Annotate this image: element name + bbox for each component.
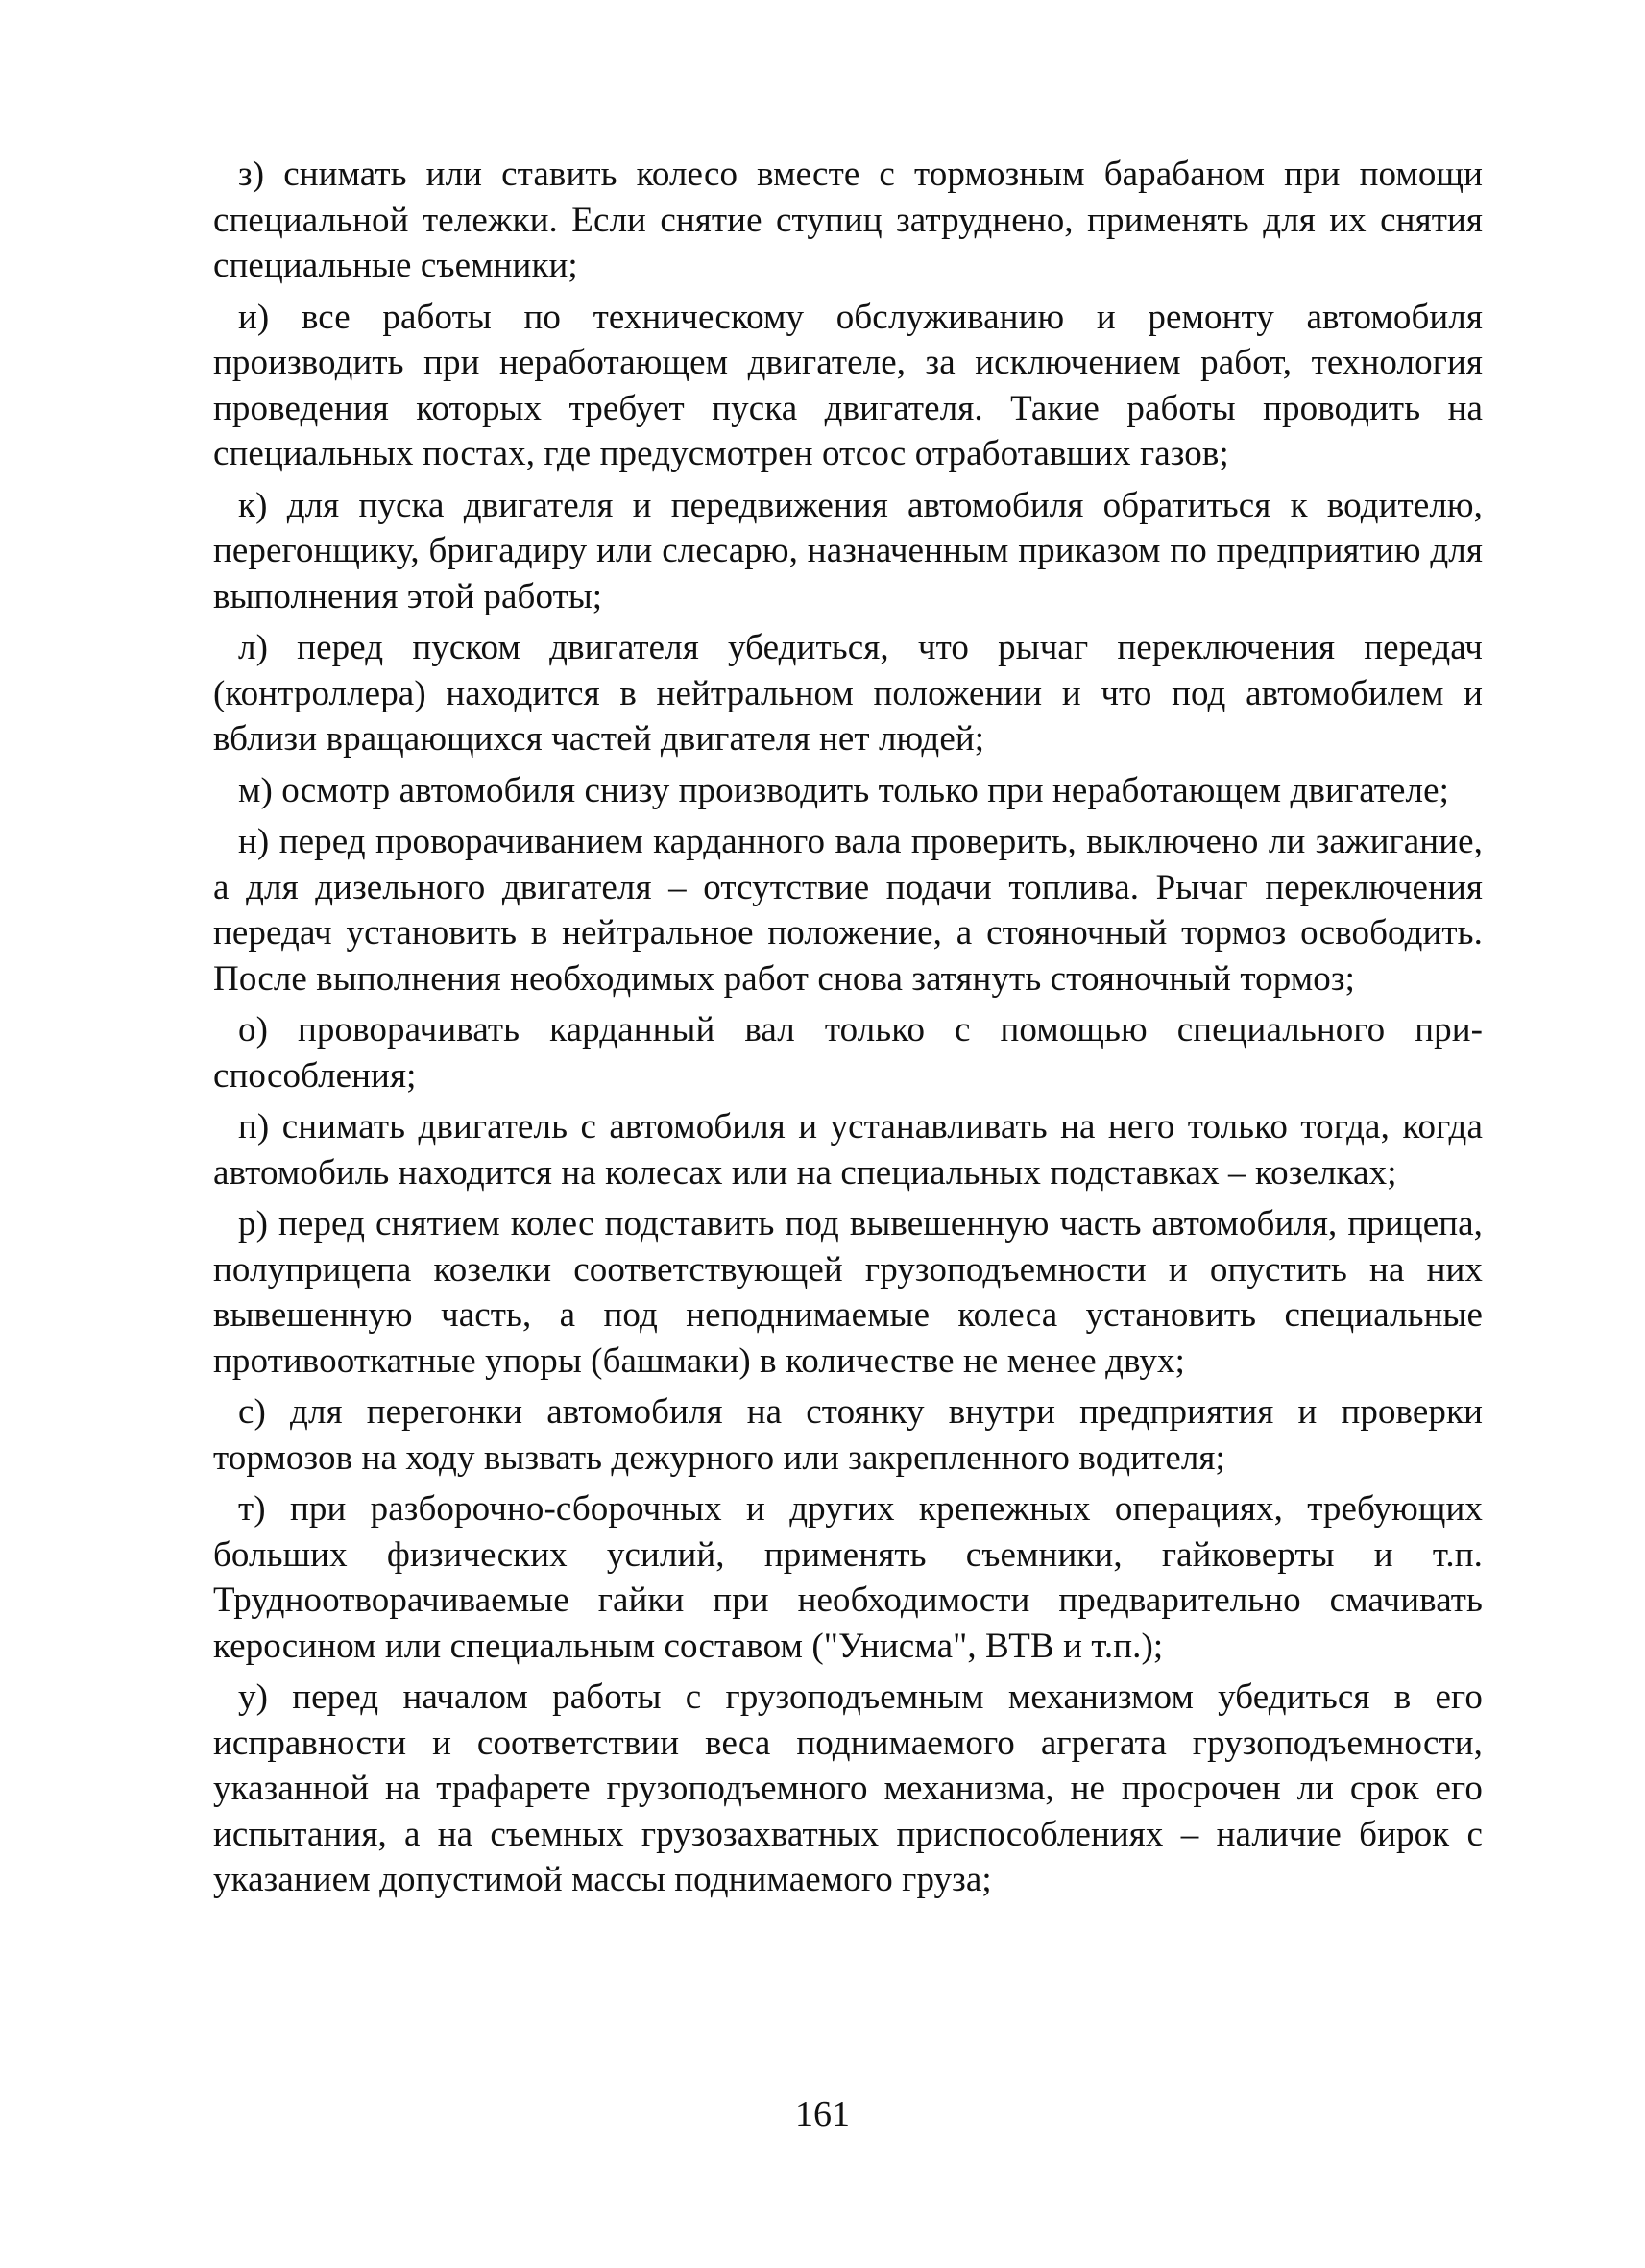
paragraph-p: п) снимать двигатель с автомобиля и устанавливать на него только тогда, когда автомобиль находится на колесах или на специальных подставках – козелках;	[213, 1107, 1483, 1193]
page-body	[213, 152, 1483, 1909]
paragraph-t: т) при разборочно-сборочных и других крепежных операциях, требующих больших физических усилий, применять съемники, гайковерты и т.п. Трудноотворачиваемые гайки при необходимости предварительно смачивать керосином или специальным составом ("Унисма", ВТВ и т.п.);	[213, 1489, 1483, 1666]
paragraph-k: к) для пуска двигателя и передвижения автомобиля обратиться к водителю, перегонщику, бригадиру или слесарю, назначенным приказом по предприятию для выполнения этой работы;	[213, 485, 1483, 616]
paragraph-r: р) перед снятием колес подставить под вывешенную часть автомобиля, прицепа, полуприцепа козелки соответствующей грузоподъемности и опустить на них вывешенную часть, а под неподнимаемые колеса установить специальные противооткатные упоры (башмаки) в количестве не менее двух;	[213, 1204, 1483, 1381]
paragraph-u: у) перед началом работы с грузоподъемным механизмом убедиться в его исправности и соответствии веса поднимаемого агрегата грузоподъемности, указанной на трафарете грузоподъемного механизма, не просрочен ли срок его испытания, а на съемных грузозахватных приспособлениях – наличие бирок с указанием допустимой массы поднимаемого груза;	[213, 1677, 1483, 1899]
paragraph-i: и) все работы по техническому обслуживанию и ремонту автомобиля производить при неработающем двигателе, за исключением работ, технология проведения которых требует пуска двигателя. Такие работы проводить на специальных постах, где предусмотрен отсос отработавших газов;	[213, 297, 1483, 473]
paragraph-z: з) снимать или ставить колесо вместе с тормозным барабаном при помощи специальной тележки. Если снятие ступиц затруднено, применять для их снятия специальные съемники;	[213, 155, 1483, 285]
paragraph-l: л) перед пуском двигателя убедиться, что рычаг переключения передач (контроллера) находится в нейтральном положении и что под автомобилем и вблизи вращающихся частей двигателя нет людей;	[213, 628, 1483, 759]
paragraph-s: с) для перегонки автомобиля на стоянку внутри предприятия и проверки тормозов на ходу вызвать дежурного или закрепленного водителя;	[213, 1392, 1483, 1478]
paragraph-n: н) перед проворачиванием карданного вала проверить, выключено ли зажигание, а для дизельного двигателя – отсутствие подачи топлива. Рычаг переключения передач установить в нейтральное положение, а стояночный тормоз освободить. После выполнения необходимых работ снова затянуть стояночный тормоз;	[213, 822, 1483, 999]
page-number: 161	[795, 2094, 850, 2135]
paragraph-o: о) проворачивать карданный вал только с помощью специального приспособления;	[213, 1010, 1483, 1096]
paragraph-m: м) осмотр автомобиля снизу производить только при неработающем двигателе;	[238, 770, 1450, 810]
